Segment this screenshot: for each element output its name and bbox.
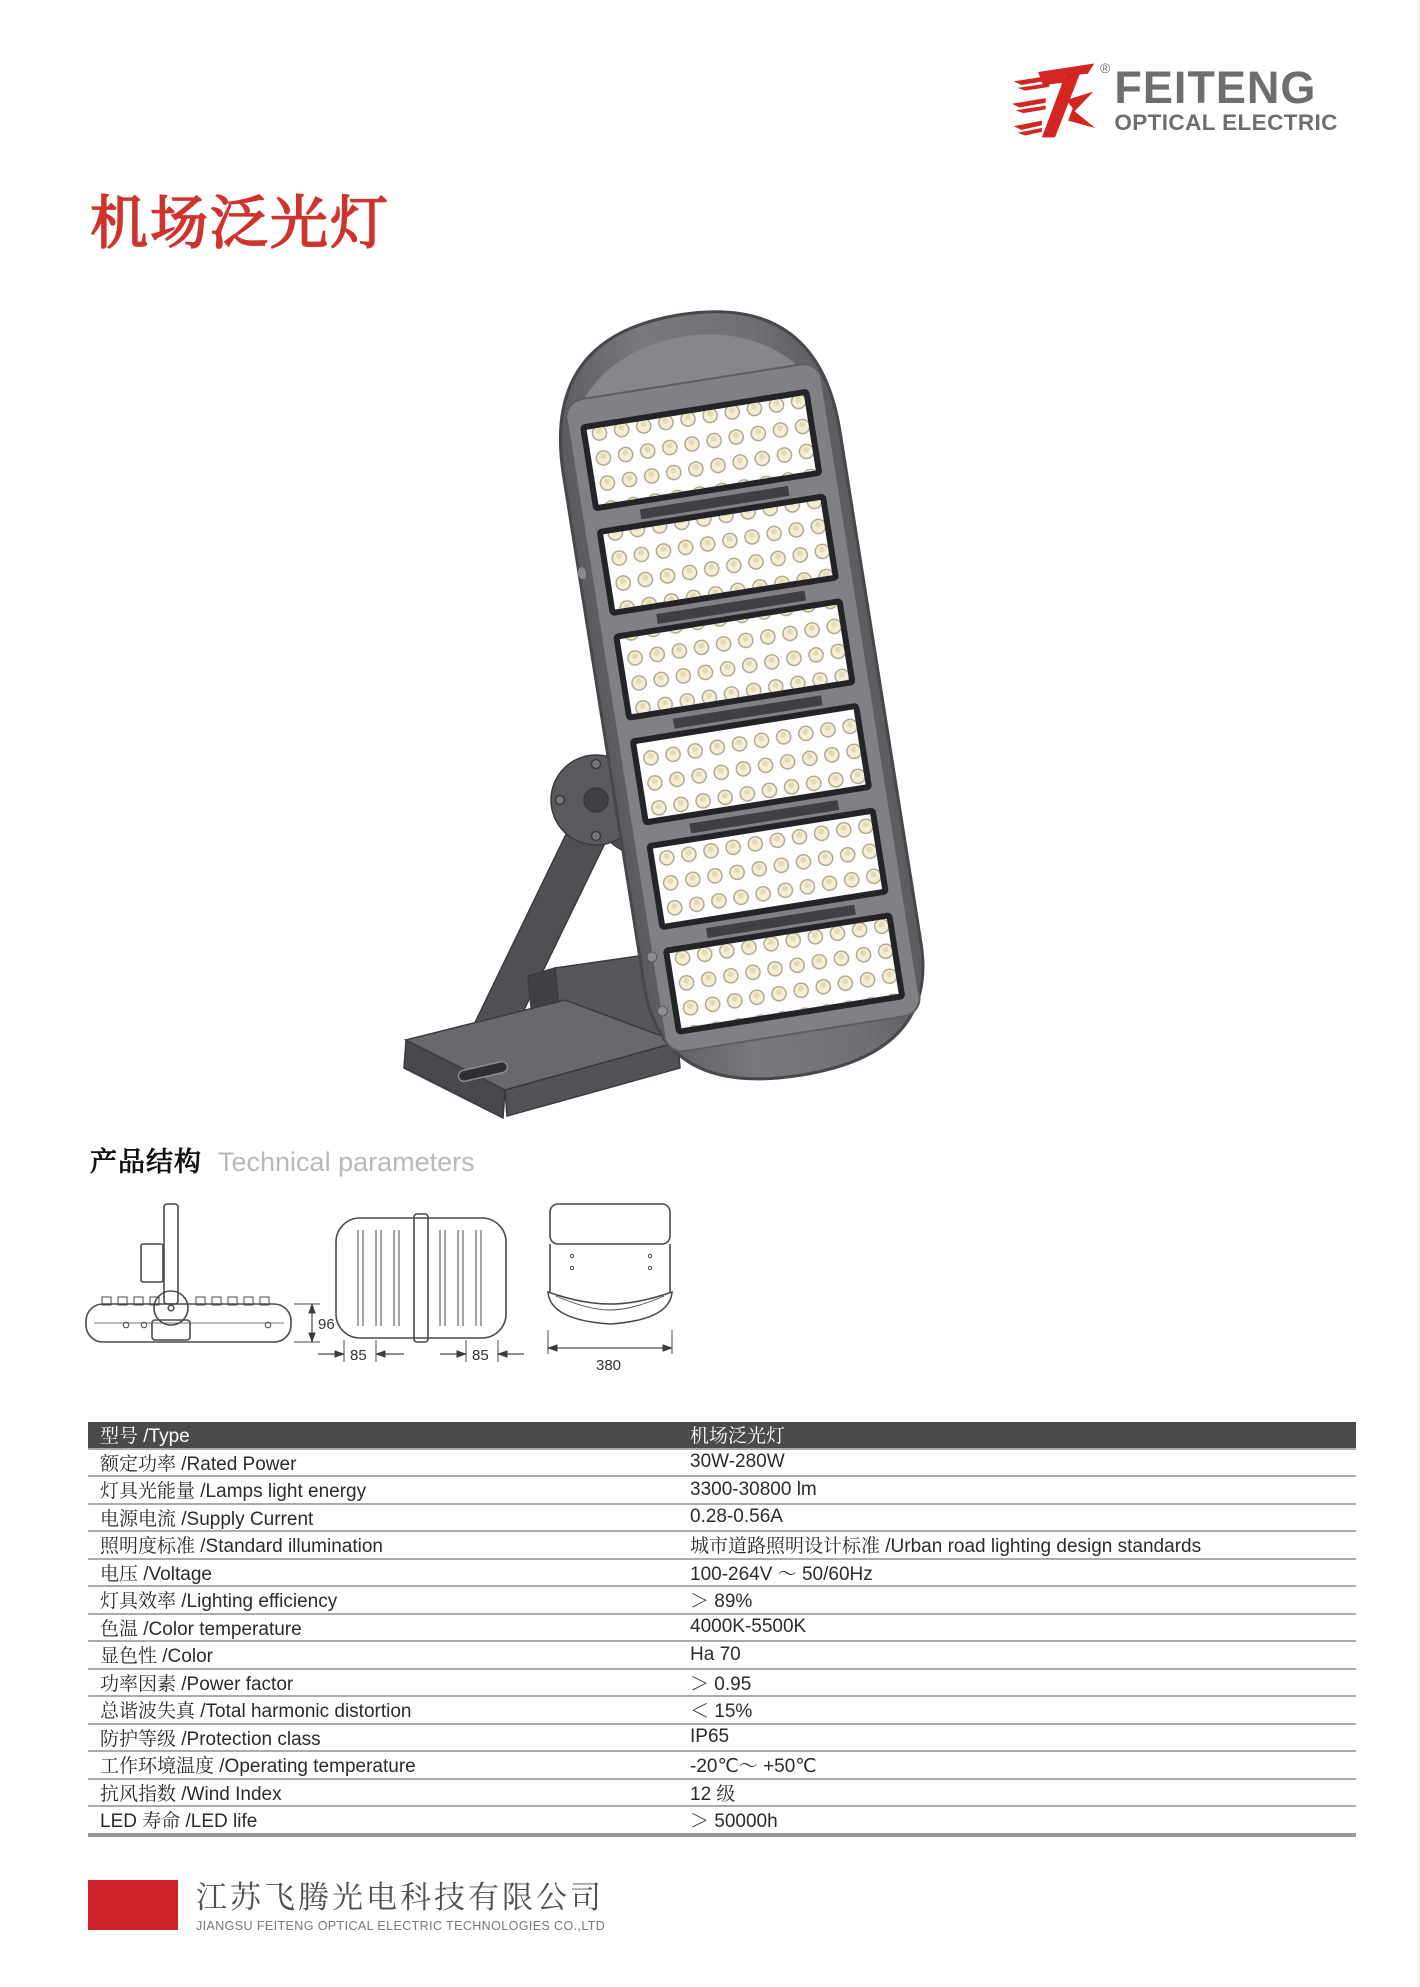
drawing-rear-view bbox=[318, 1214, 524, 1362]
table-row bbox=[88, 1725, 1356, 1753]
section-title-en: Technical parameters bbox=[218, 1147, 475, 1177]
table-row bbox=[88, 1807, 1356, 1837]
table-row bbox=[88, 1780, 1356, 1808]
product-image-floodlight bbox=[340, 250, 1040, 1130]
spec-value: Ha 70 bbox=[690, 1643, 741, 1665]
spec-value: 城市道路照明设计标准 /Urban road lighting design standards bbox=[690, 1536, 1202, 1558]
spec-label: 额定功率 /Rated Power bbox=[100, 1453, 297, 1475]
company-name-en: JIANGSU FEITENG OPTICAL ELECTRIC TECHNOLOGIES CO.,LTD bbox=[196, 1919, 606, 1933]
spec-table-header-row bbox=[88, 1422, 1356, 1450]
spec-header-value: 机场泛光灯 bbox=[690, 1426, 786, 1448]
table-row bbox=[88, 1670, 1356, 1698]
feiteng-logo-icon bbox=[1012, 58, 1098, 142]
spec-value: ＞ 89% bbox=[690, 1591, 753, 1613]
spec-value: 3300-30800 lm bbox=[690, 1478, 817, 1500]
page-footer bbox=[88, 1880, 605, 1933]
spec-label: 防护等级 /Protection class bbox=[100, 1728, 321, 1750]
spec-label: 照明度标准 /Standard illumination bbox=[100, 1536, 383, 1558]
footer-company bbox=[196, 1880, 605, 1933]
drawing-front-view bbox=[548, 1204, 672, 1354]
spec-value: ＜ 15% bbox=[690, 1701, 753, 1723]
table-row bbox=[88, 1752, 1356, 1780]
spec-label: 灯具效率 /Lighting efficiency bbox=[100, 1591, 338, 1613]
spec-value: 30W-280W bbox=[690, 1451, 785, 1473]
spec-value: 100-264V ～ 50/60Hz bbox=[690, 1563, 873, 1585]
spec-value: IP65 bbox=[690, 1726, 730, 1748]
spec-label: 总谐波失真 /Total harmonic distortion bbox=[100, 1701, 412, 1723]
spec-header-label: 型号 /Type bbox=[100, 1426, 190, 1448]
spec-value: 0.28-0.56A bbox=[690, 1506, 783, 1528]
footer-red-block bbox=[88, 1880, 178, 1930]
logo-wordmark bbox=[1114, 62, 1338, 136]
spec-label: 电源电流 /Supply Current bbox=[100, 1508, 314, 1530]
table-row bbox=[88, 1450, 1356, 1478]
spec-label: 显色性 /Color bbox=[100, 1646, 213, 1668]
spec-label: 抗风指数 /Wind Index bbox=[100, 1783, 282, 1805]
spec-table bbox=[88, 1422, 1356, 1837]
brand-logo bbox=[1012, 58, 1338, 142]
spec-label: 电压 /Voltage bbox=[100, 1563, 212, 1585]
spec-label: 工作环境温度 /Operating temperature bbox=[100, 1756, 416, 1778]
registered-mark: ® bbox=[1100, 60, 1111, 76]
logo-sub-text: OPTICAL ELECTRIC bbox=[1114, 110, 1338, 135]
dim-label-85-left: 85 bbox=[350, 1347, 367, 1364]
dimension-drawings bbox=[78, 1192, 698, 1377]
section-heading bbox=[90, 1140, 475, 1179]
table-row bbox=[88, 1477, 1356, 1505]
drawing-side-view bbox=[86, 1204, 320, 1342]
spec-value: ＞ 50000h bbox=[690, 1811, 778, 1833]
section-title-zh: 产品结构 bbox=[90, 1147, 202, 1177]
dim-label-85-right: 85 bbox=[472, 1347, 489, 1364]
table-row bbox=[88, 1532, 1356, 1560]
spec-label: 灯具光能量 /Lamps light energy bbox=[100, 1481, 367, 1503]
spec-value: 12 级 bbox=[690, 1783, 736, 1805]
dim-label-380: 380 bbox=[596, 1357, 622, 1374]
spec-value: 4000K-5500K bbox=[690, 1616, 807, 1638]
table-row bbox=[88, 1587, 1356, 1615]
table-row bbox=[88, 1560, 1356, 1588]
table-row bbox=[88, 1642, 1356, 1670]
logo-brand-text: FEITENG bbox=[1114, 62, 1317, 113]
table-row bbox=[88, 1505, 1356, 1533]
spec-label: 色温 /Color temperature bbox=[100, 1618, 302, 1640]
spec-value: -20℃～ +50℃ bbox=[690, 1756, 817, 1778]
page-title: 机场泛光灯 bbox=[90, 191, 391, 256]
company-name-zh: 江苏飞腾光电科技有限公司 bbox=[196, 1880, 604, 1915]
spec-label: LED 寿命 /LED life bbox=[100, 1811, 258, 1833]
spec-value: ＞ 0.95 bbox=[690, 1673, 752, 1695]
table-row bbox=[88, 1697, 1356, 1725]
table-row bbox=[88, 1615, 1356, 1643]
dim-label-96: 96 bbox=[318, 1316, 335, 1333]
spec-label: 功率因素 /Power factor bbox=[100, 1673, 294, 1695]
